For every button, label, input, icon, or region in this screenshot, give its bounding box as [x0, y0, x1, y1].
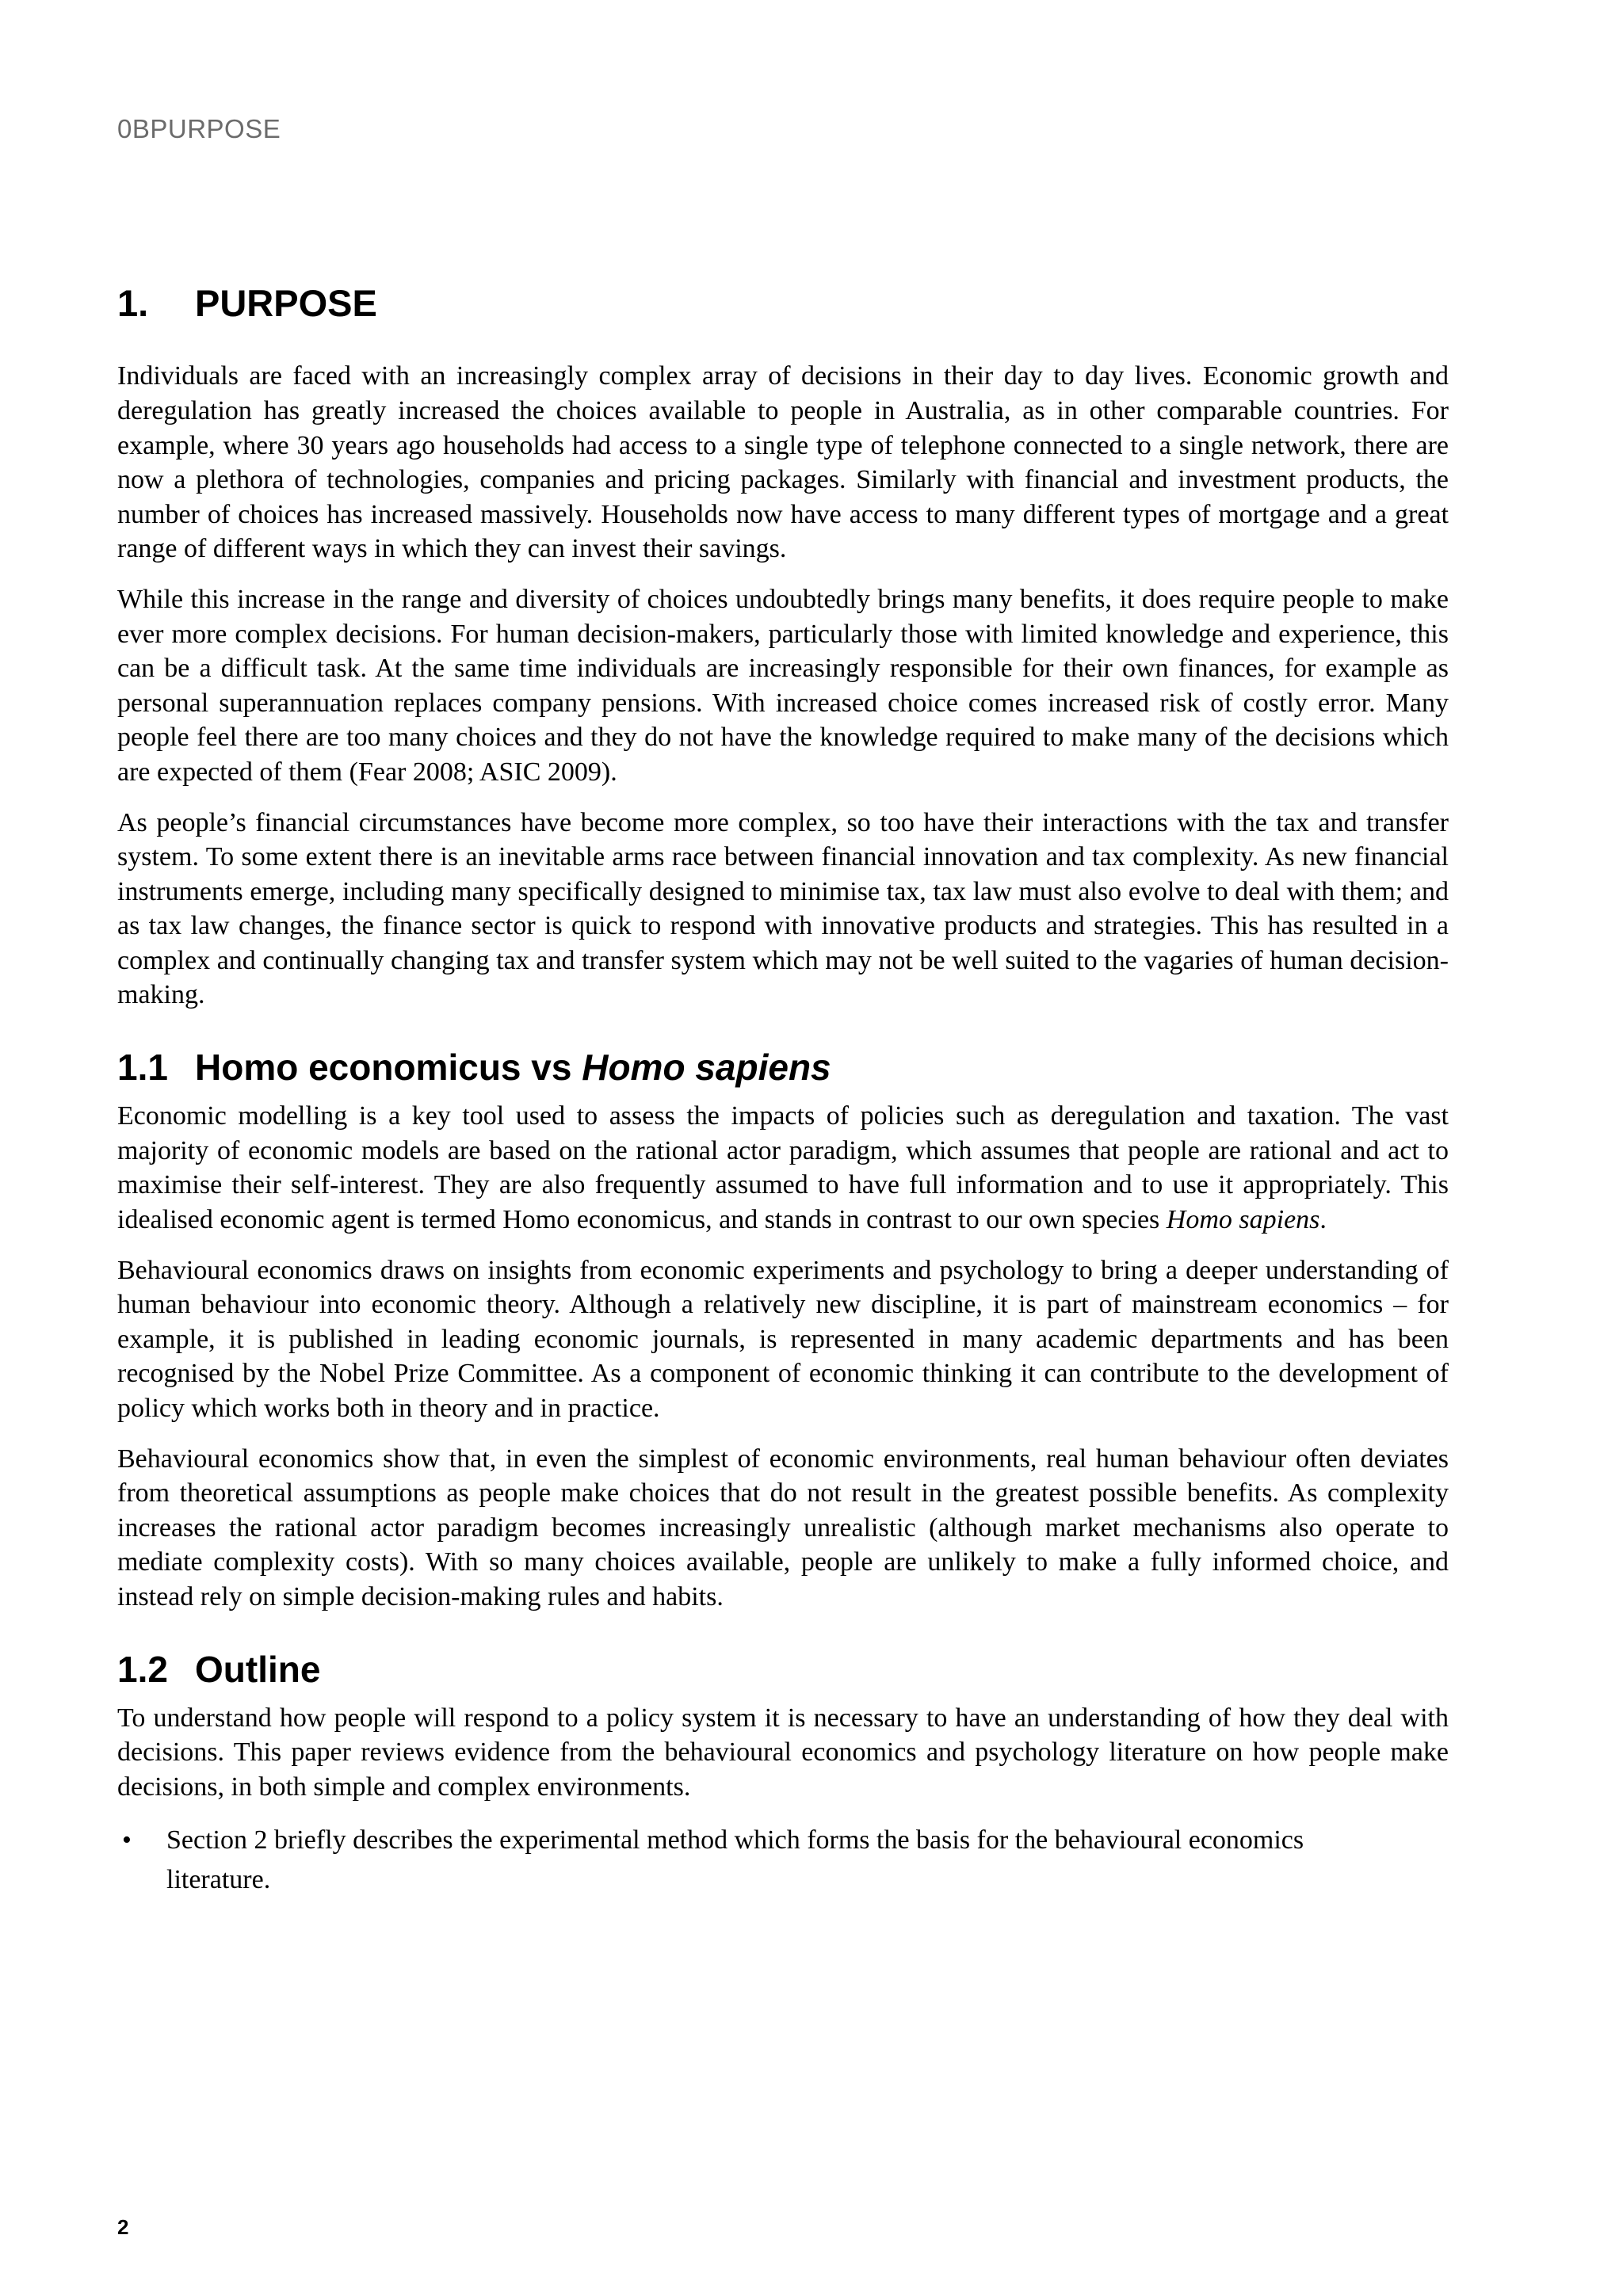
subsection-heading-1-2 [117, 1648, 1449, 1691]
list-item-text: Section 2 briefly describes the experimental method which forms the basis for the behavioural economics literature. [166, 1825, 1304, 1894]
page-content [117, 281, 1449, 1900]
paragraph: While this increase in the range and diversity of choices undoubtedly brings many benefits, it does require people to make ever more complex decisions. For human decision-makers, particularly those with limited knowledge and experience, this can be a difficult task. At the same time individuals are increasingly responsible for their own finances, for example as personal superannuation replaces company pensions. With increased choice comes increased risk of costly error. Many people feel there are too many choices and they do not have the knowledge required to make many of the decisions which are expected of them (Fear 2008; ASIC 2009). [117, 584, 1449, 787]
paragraph: Behavioural economics show that, in even the simplest of economic environments, real human behaviour often deviates from theoretical assumptions as people make choices that do not result in the greatest possible benefits. As complexity increases the rational actor paradigm becomes increasingly unrealistic (although market mechanisms also operate to mediate complexity costs). With so many choices available, people are unlikely to make a fully informed choice, and instead rely on simple decision-making rules and habits. [117, 1444, 1449, 1611]
running-header: 0BPURPOSE [117, 114, 281, 143]
paragraph: To understand how people will respond to a policy system it is necessary to have an understanding of how they deal with decisions. This paper reviews evidence from the behavioural economics and psychology literature on how people make decisions, in both simple and complex environments. [117, 1703, 1449, 1802]
paragraph-end: . [1319, 1205, 1327, 1235]
section-heading [117, 281, 1449, 326]
species-name: Homo sapiens [1166, 1205, 1320, 1235]
subsection-heading-1-1 [117, 1046, 1449, 1089]
paragraph: Behavioural economics draws on insights from economic experiments and psychology to bring a deeper understanding of human behaviour into economic theory. Although a relatively new discipline, it is part of mainstream economics – for example, it is published in leading economic journals, is represented in many academic departments and has been recognised by the Nobel Prize Committee. As a component of economic thinking it can contribute to the development of policy which works both in theory and in practice. [117, 1255, 1449, 1424]
bullet-list [117, 1821, 1449, 1900]
paragraph: As people’s financial circumstances have become more complex, so too have their interactions with the tax and transfer system. To some extent there is an inevitable arms race between financial innovation and tax complexity. As new financial instruments emerge, including many specifically designed to minimise tax, tax law must also evolve to deal with them; and as tax law changes, the finance sector is quick to respond with innovative products and strategies. This has resulted in a complex and continually changing tax and transfer system which may not be well suited to the vagaries of human decision-making. [117, 807, 1449, 1010]
subsection-title: Homo economicus vs [195, 1047, 582, 1089]
section-number: 1. [117, 282, 149, 324]
subsection-number: 1.2 [117, 1648, 168, 1690]
page-number: 2 [117, 2215, 129, 2239]
subsection-title-italic: Homo sapiens [582, 1047, 831, 1089]
bullet-icon: • [122, 1825, 132, 1855]
paragraph: Individuals are faced with an increasingly complex array of decisions in their day to day lives. Economic growth and deregulation has greatly increased the choices available to people in Australia, as in other comparable countries. For example, where 30 years ago households had access to a single type of telephone connected to a single network, there are now a plethora of technologies, companies and pricing packages. Similarly with financial and investment products, the number of choices has increased massively. Households now have access to many different types of mortgage and a great range of different ways in which they can invest their savings. [117, 361, 1449, 564]
paragraph-text: Economic modelling is a key tool used to assess the impacts of policies such as deregulation and taxation. The vast majority of economic models are based on the rational actor paradigm, which assumes that people are rational and act to maximise their self-interest. They are also frequently assumed to have full information and to use it appropriately. This idealised economic agent is termed Homo economicus, and stands in contrast to our own species [117, 1101, 1449, 1235]
subsection-number: 1.1 [117, 1047, 168, 1089]
subsection-title: Outline [195, 1648, 321, 1690]
section-title: PURPOSE [195, 282, 377, 324]
list-item [117, 1821, 1359, 1900]
paragraph [117, 1099, 1449, 1237]
